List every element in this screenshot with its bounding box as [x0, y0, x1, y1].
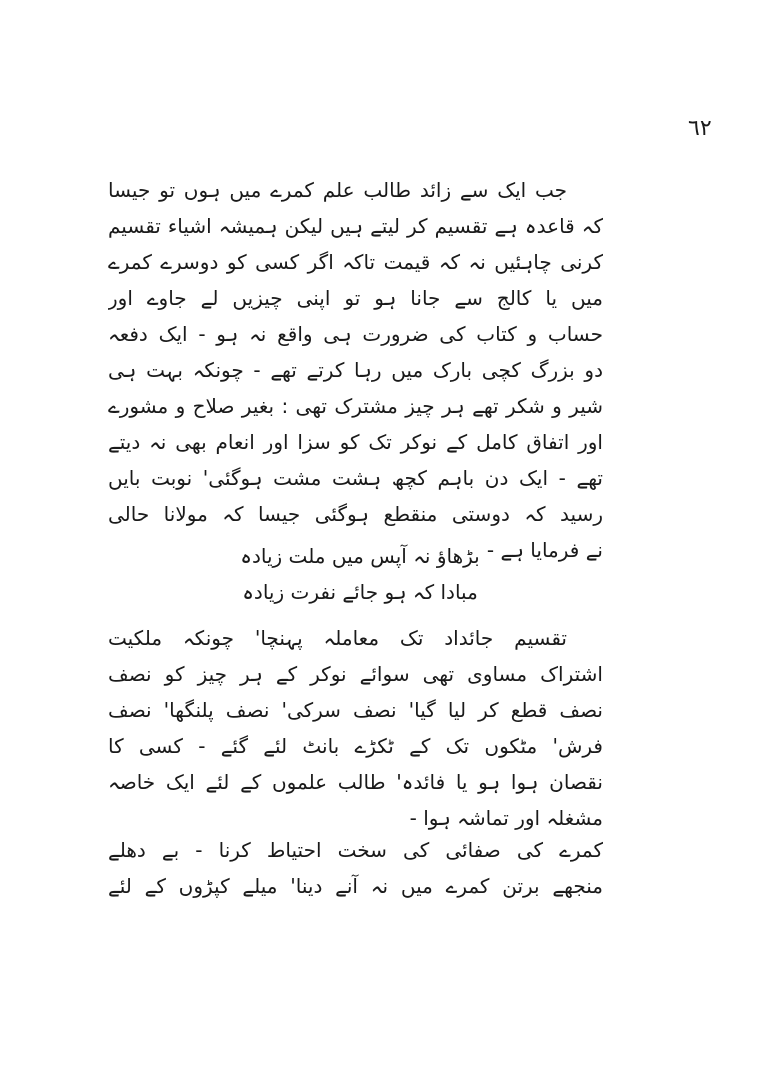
page-number: ٦٢	[688, 116, 712, 141]
text-line: کمرے کی صفائی کی سخت احتیاط کرنا - بے دھلے	[108, 838, 603, 862]
text-line: کرنی چاہئیں نہ کہ قیمت تاکہ اگر کسی کو دوسرے کمرے	[108, 250, 603, 274]
text-line: نے فرمایا ہے -	[486, 538, 603, 562]
text-line: میں یا کالج سے جانا ہو تو اپنی چیزیں لے جاوے اور	[108, 286, 603, 310]
text-line: منجھے برتن کمرے میں نہ آنے دینا' میلے کپڑوں کے لئے	[108, 874, 603, 898]
text-line: شیر و شکر تھے ہر چیز مشترک تھی : بغیر صلاح و مشورے	[108, 394, 603, 418]
text-line: اور اتفاق کامل کے نوکر تک کو سزا اور انعام بھی نہ دیتے	[108, 430, 603, 454]
text-line: کہ قاعدہ ہے تقسیم کر لیتے ہیں لیکن ہمیشہ اشیاء تقسیم	[108, 214, 603, 238]
text-line: جب ایک سے زائد طالب علم کمرے میں ہوں تو جیسا	[108, 178, 567, 202]
paragraph-3	[108, 832, 603, 904]
text-line: حساب و کتاب کی ضرورت ہی واقع نہ ہو - ایک دفعہ	[108, 322, 603, 346]
text-line: تھے - ایک دن باہم کچھ ہشت مشت ہوگئی' نوبت بایں	[108, 466, 603, 490]
text-line: اشتراک مساوی تھی سوائے نوکر کے ہر چیز کو نصف	[108, 662, 603, 686]
text-line: مشغلہ اور تماشہ ہوا -	[409, 806, 603, 830]
text-line: نقصان ہوا ہو یا فائدہ' طالب علموں کے لئے ایک خاصہ	[108, 770, 603, 794]
verse-line: مبادا کہ ہو جائے نفرت زیادہ	[242, 580, 478, 604]
text-line: فرش' مٹکوں تک کے ٹکڑے بانٹ لئے گئے - کسی کا	[108, 734, 603, 758]
text-line: تقسیم جائداد تک معاملہ پہنچا' چونکہ ملکیت	[108, 626, 567, 650]
text-line: رسید کہ دوستی منقطع ہوگئی جیسا کہ مولانا حالی	[108, 502, 603, 526]
paragraph-2	[108, 620, 603, 836]
text-line: نصف قطع کر لیا گیا' نصف سرکی' نصف پلنگھا' نصف	[108, 698, 603, 722]
text-line: دو بزرگ کچی بارک میں رہا کرتے تھے - چونکہ بہت ہی	[108, 358, 603, 382]
verse-couplet	[200, 538, 520, 610]
verse-line: بڑھاؤ نہ آپس میں ملت زیادہ	[240, 544, 480, 568]
paragraph-1	[108, 172, 603, 568]
